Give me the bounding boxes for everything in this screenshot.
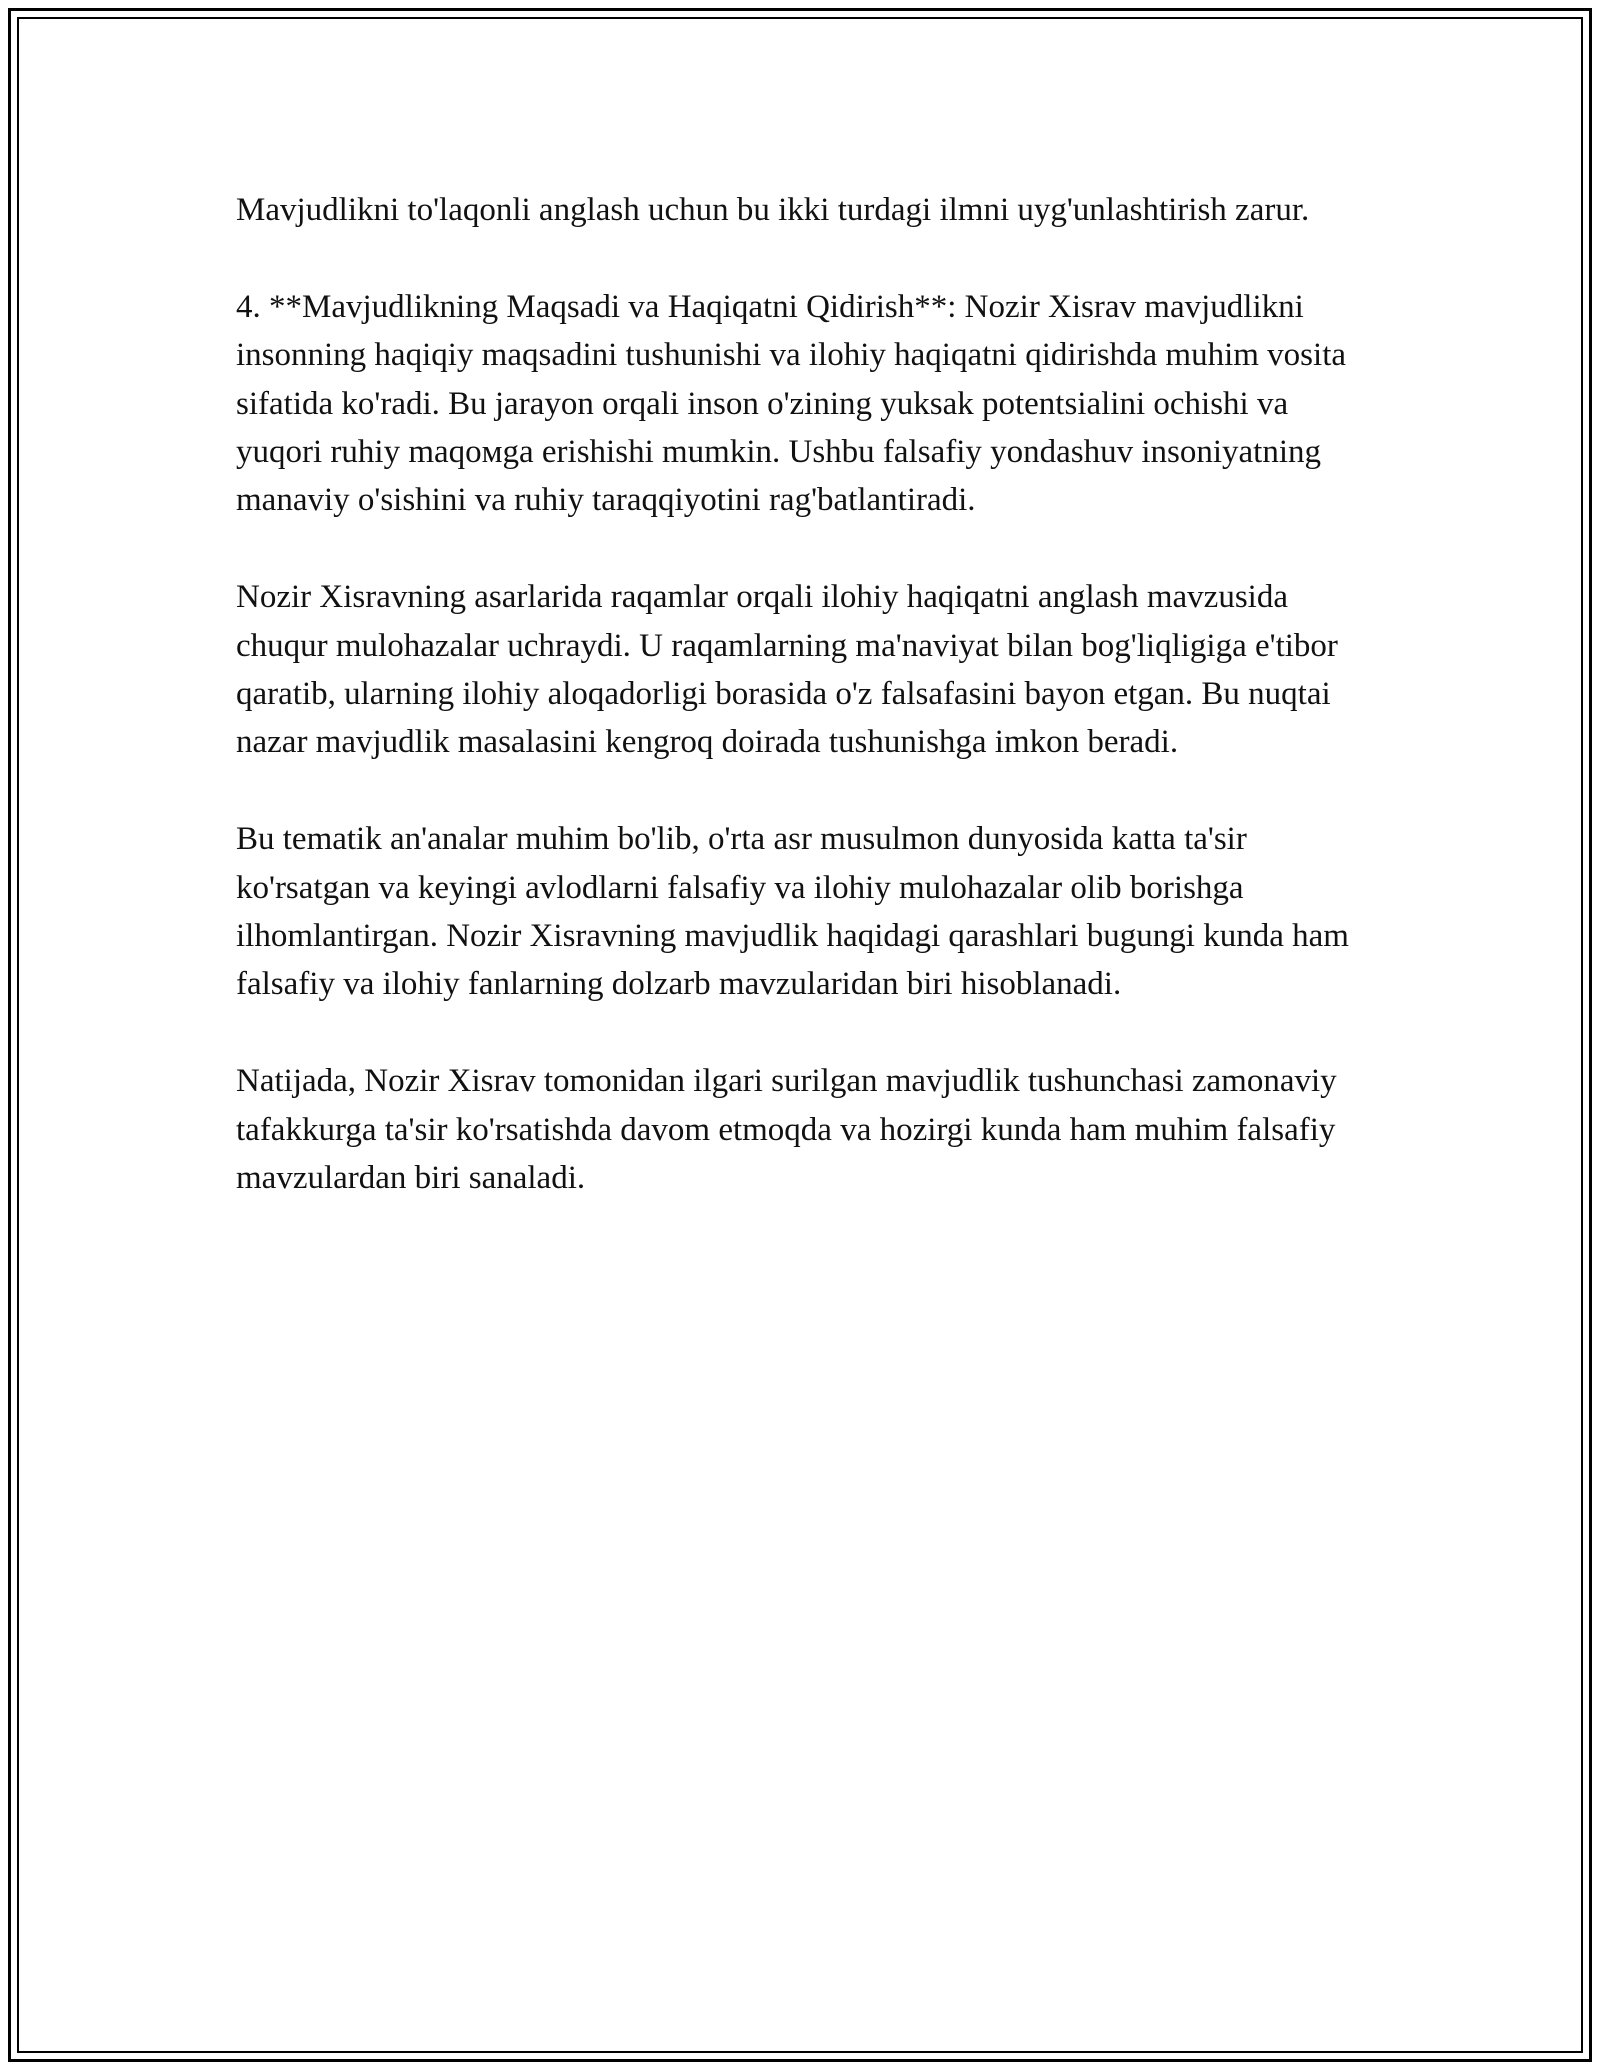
paragraph: Natijada, Nozir Xisrav tomonidan ilgari surilgan mavjudlik tushunchasi zamonaviy tafakkurga ta'sir ko'rsatishda davom etmoqda va hozirgi kunda ham muhim falsafiy mavzulardan biri sanaladi. [236,1063,1337,1197]
paragraph: 4. **Mavjudlikning Maqsadi va Haqiqatni Qidirish**: Nozir Xisrav mavjudlikni insonning haqiqiy maqsadini tushunishi va ilohiy haqiqatni qidirishda muhim vosita sifatida ko'radi. Bu jarayon orqali inson o'zining yuksak potentsialini ochishi va yuqori ruhiy maqoмga erishishi mumkin. Ushbu falsafiy yondashuv insoniyatning manaviy o'sishini va ruhiy taraqqiyotini rag'batlantiradi. [236,288,1347,519]
paragraph: Nozir Xisravning asarlarida raqamlar orqali ilohiy haqiqatni anglash mavzusida chuqur mulohazalar uchraydi. U raqamlarning ma'naviyat bilan bog'liqligiga e'tibor qaratib, ularning ilohiy aloqadorligi borasida o'z falsafasini bayon etgan. Bu nuqtai nazar mavjudlik masalasini kengroq doirada tushunishga imkon beradi. [236,579,1338,761]
paragraph: Mavjudlikni to'laqonli anglash uchun bu ikki turdagi ilmni uyg'unlashtirish zarur. [236,192,1310,228]
paragraph: Bu tematik an'analar muhim bo'lib, o'rta asr musulmon dunyosida katta ta'sir ko'rsatgan va keyingi avlodlarni falsafiy va ilohiy mulohazalar olib borishga ilhomlantirgan. Nozir Xisravning mavjudlik haqidagi qarashlari bugungi kunda ham falsafiy va ilohiy fanlarning dolzarb mavzularidan biri hisoblanadi. [236,821,1349,1003]
document-body [236,186,1366,1251]
